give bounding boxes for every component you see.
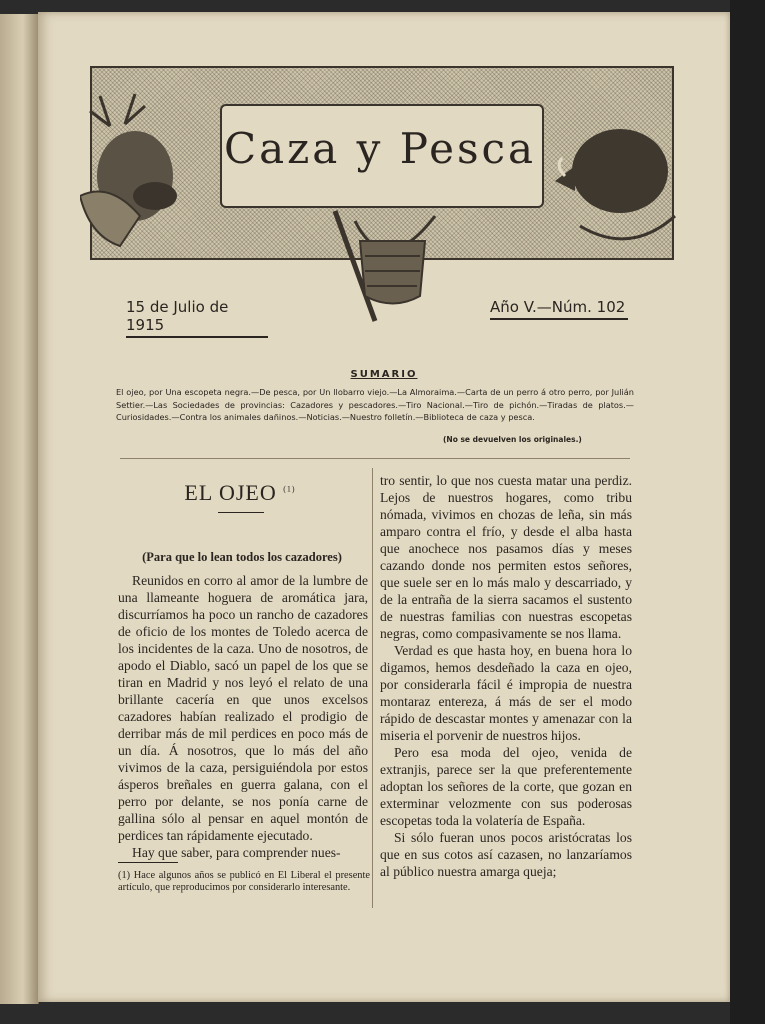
issue-number: Año V.—Núm. 102 <box>490 298 628 320</box>
boar-head-icon <box>550 86 680 256</box>
sumario-heading: SUMARIO <box>350 369 418 380</box>
game-bag-icon <box>315 201 455 341</box>
issue-date: 15 de Julio de 1915 <box>126 298 268 338</box>
article-title-text: EL OJEO <box>184 480 277 505</box>
article-title <box>120 480 360 506</box>
masthead-title: Caza y Pesca <box>223 124 537 173</box>
sumario-text: El ojeo, por Una escopeta negra.—De pesca, por Un llobarro viejo.—La Almoraima.—Carta de un perro á otro perro, por Julián Settier.—Las Sociedades de provincias: Cazadores y pescadores.—Tiro Nacional.—Tiro de pichón.—Tiradas de platos.—Curiosidades.—Contra los animales dañinos.—Noticias.—Nuestro folletín.—Biblioteca de caza y pesca. <box>116 387 634 422</box>
paragraph: Verdad es que hasta hoy, en buena hora lo digamos, hemos desdeñado la caza en ojeo, por considerarla fácil é impropia de nuestra montaraz entereza, á más de ser el modo rápido de descastar montes y amenazar con la miseria el porvenir de nuestros hijos. <box>380 643 632 743</box>
masthead <box>90 66 670 271</box>
paragraph: Pero esa moda del ojeo, venida de extranjis, parece ser la que preferentemente adoptan los señores de la corte, que gozan en exterminar velozmente con sus poderosas escopetas toda la volatería de España. <box>380 745 632 828</box>
facing-page-edge <box>0 14 39 1004</box>
title-rule <box>218 512 264 513</box>
article-column-right <box>380 472 632 880</box>
column-divider <box>372 468 373 908</box>
paragraph: tro sentir, lo que nos cuesta matar una perdiz. Lejos de nuestros hogares, como tribu nómada, vivimos en chozas de leña, sin más amparo contra el frío, y desde el alba hasta que anochece nos pasamos días y meses cazando donde nos permiten estos señores, que suele ser en lo más malo y descarriado, y de la entraña de la sierra sacamos el sustento de nuestras familias con nuestras escopetas negras, como compasivamente se nos llama. <box>380 473 632 641</box>
paragraph: Reunidos en corro al amor de la lumbre de una llameante hoguera de aromática jara, discurríamos ha poco un rancho de cazadores de oficio de los montes de Toledo acerca de los incidentes de la caza. Uno de nosotros, de apodo el Diablo, sacó un papel de los que se tiran en Madrid y nos leyó el relato de una brillante cacería en que unos excelsos cazadores habían realizado el prodigio de derribar más de mil perdices en poco más de un día. Á nosotros, que lo más del año vivimos de la caza, persiguiéndola por estos ásperos breñales en guerra galana, con el perro por delante, se nos ponía carne de gallina sólo al pensar en aquel montón de perdices tan rápidamente ejecutado. <box>118 573 368 843</box>
scan-background <box>730 0 765 1024</box>
footnote-marker: (1) <box>283 484 296 494</box>
article-subtitle: (Para que lo lean todos los cazadores) <box>142 550 342 564</box>
footnote: (1) Hace algunos años se publicó en El Liberal el presente artículo, que reproducimos por considerarlo interesante. <box>118 870 370 893</box>
paragraph: Si sólo fueran unos pocos aristócratas los que en sus cotos así cazasen, no lanzaríamos al público nuestra amarga queja; <box>380 830 632 879</box>
stag-head-icon <box>80 86 210 256</box>
footnote-rule <box>118 862 178 863</box>
magazine-page <box>38 12 730 1002</box>
section-divider <box>120 458 630 459</box>
article-column-left <box>118 572 368 861</box>
paragraph: Hay que saber, para comprender nues- <box>132 845 341 860</box>
sumario-note: (No se devuelven los originales.) <box>443 435 582 444</box>
